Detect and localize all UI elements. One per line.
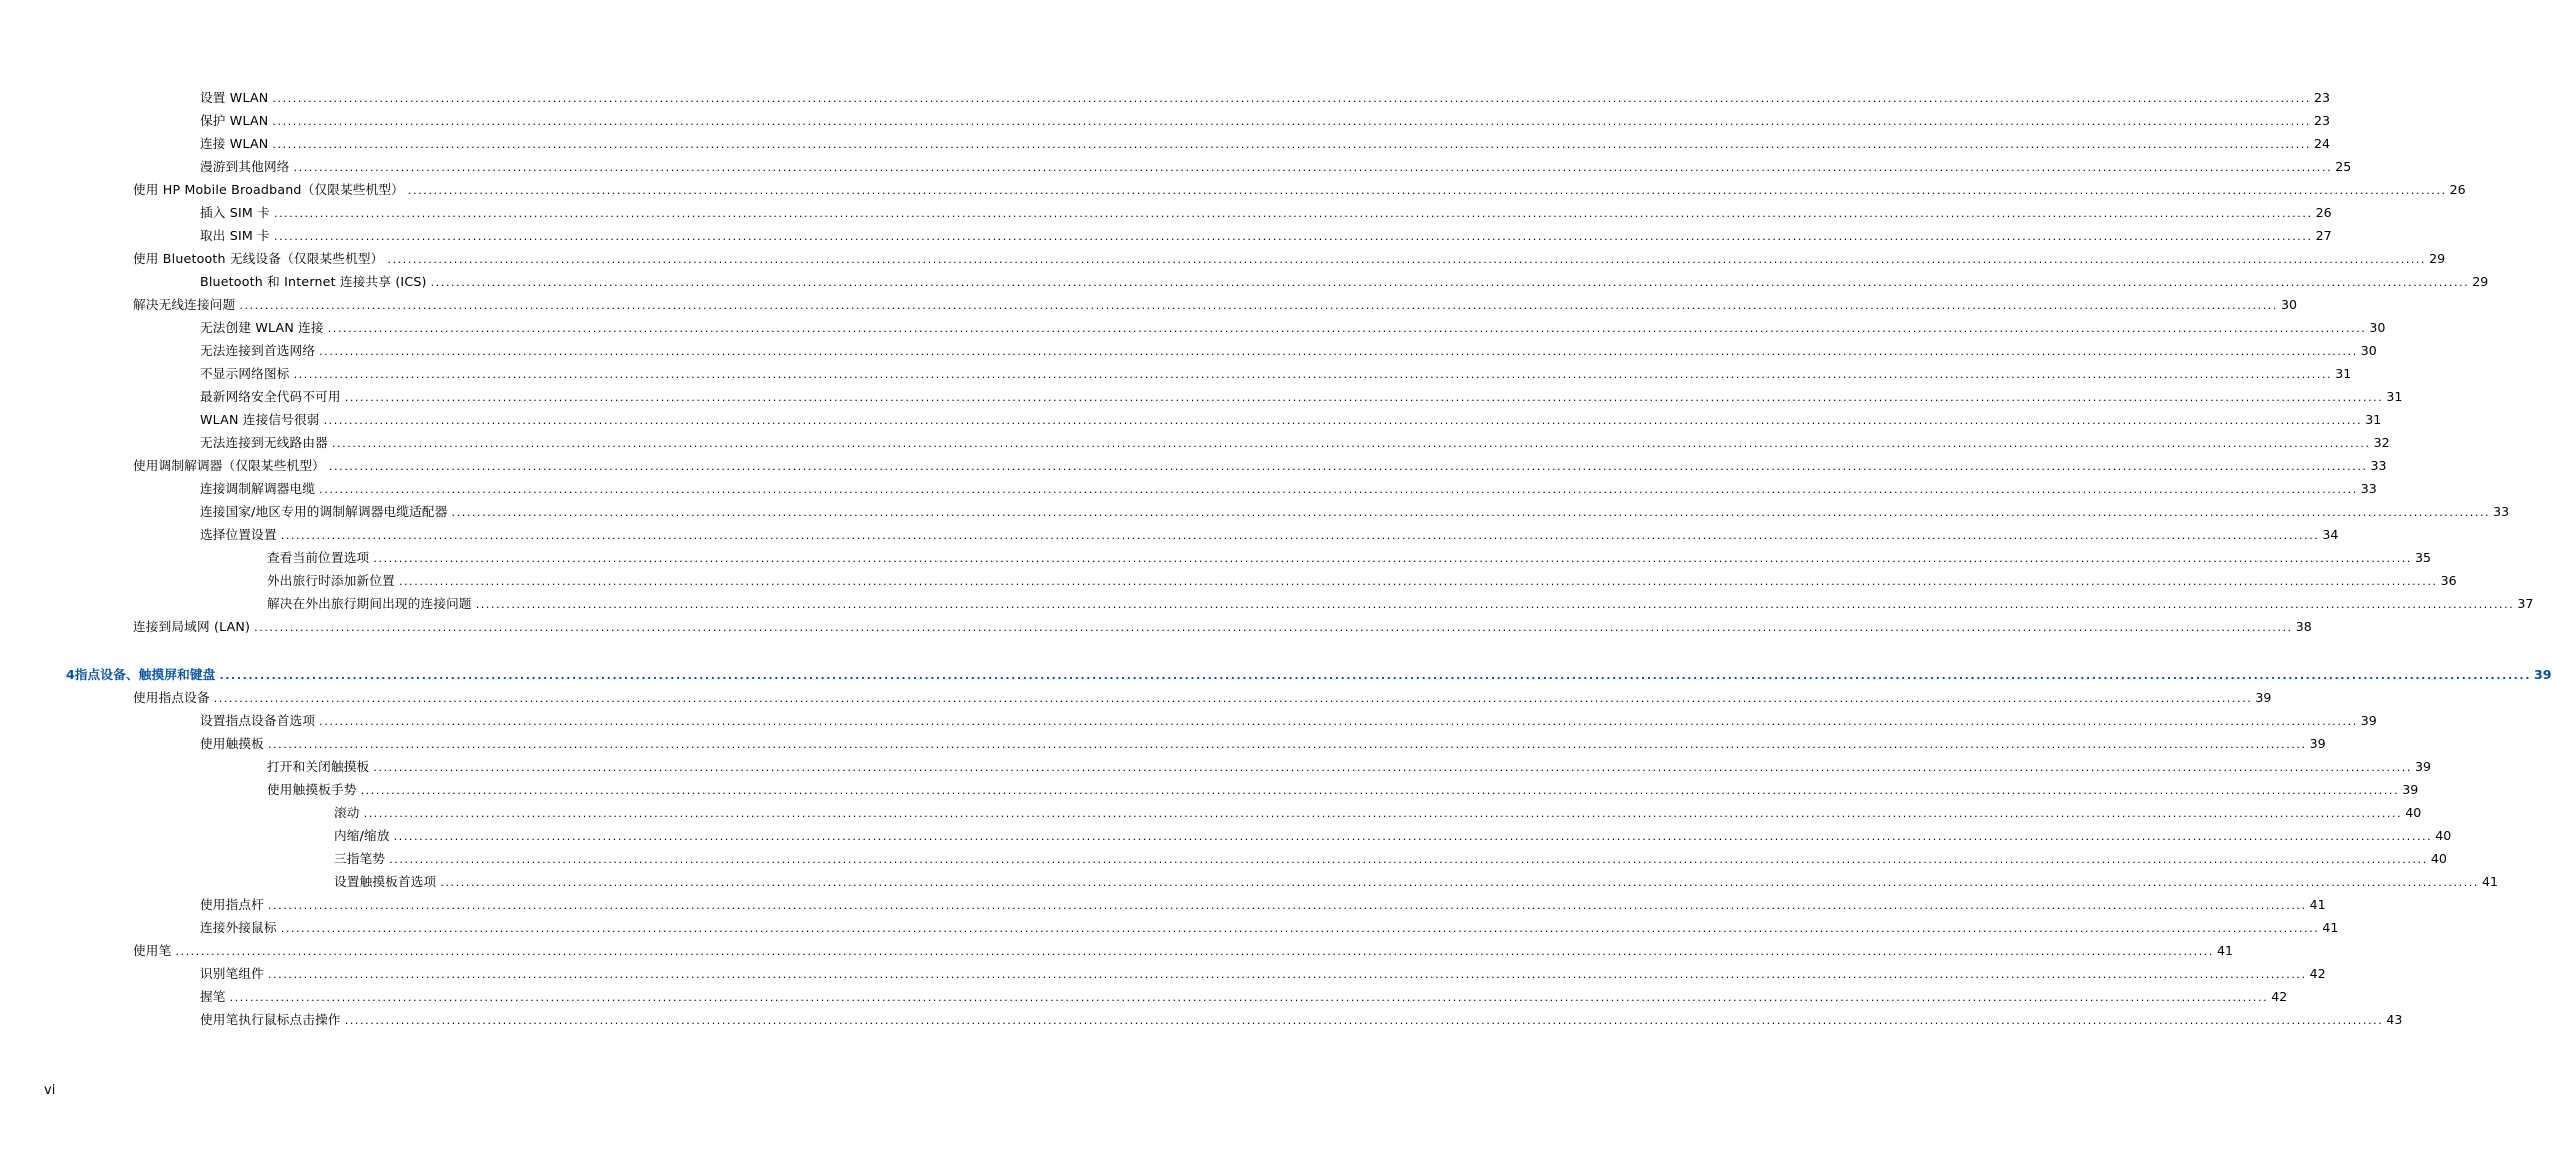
dot-leader: ................................................................................................................................................................................................................................................................................................................................................................................................................: [239, 299, 2278, 312]
toc-entry[interactable]: [0, 686, 2272, 709]
toc-entry-title[interactable]: 指点设备、触摸屏和键盘: [74, 667, 216, 682]
table-of-contents: [0, 86, 2552, 1031]
toc-entry-page-number[interactable]: 37: [2517, 596, 2534, 611]
toc-entry-line[interactable]: [200, 709, 2377, 733]
toc-entry[interactable]: [0, 939, 2234, 962]
toc-entry-page-number[interactable]: 26: [2315, 205, 2332, 220]
toc-entry-title[interactable]: 连接外接鼠标: [200, 920, 277, 935]
toc-entry-title[interactable]: 取出 SIM 卡: [200, 228, 270, 243]
toc-entry-title[interactable]: 使用调制解调器（仅限某些机型）: [133, 458, 325, 473]
toc-entry-line[interactable]: [200, 132, 2331, 156]
dot-leader: ................................................................................................................................................................................................................................................................................................................................................................................................................: [273, 207, 2313, 220]
toc-chapter-entry[interactable]: [0, 663, 2552, 686]
toc-entry-title[interactable]: 无法连接到首选网络: [200, 343, 316, 358]
toc-entry-page-number[interactable]: 33: [2493, 504, 2510, 519]
toc-entry-line[interactable]: [267, 778, 2419, 802]
chapter-number: 4: [66, 667, 75, 682]
toc-entry-title[interactable]: 内缩/缩放: [334, 828, 390, 843]
toc-entry-line[interactable]: [133, 939, 2234, 963]
toc-entry-line[interactable]: [267, 592, 2534, 616]
toc-entry-page-number[interactable]: 24: [2314, 136, 2331, 151]
dot-leader: ................................................................................................................................................................................................................................................................................................................................................................................................................: [327, 322, 2367, 335]
dot-leader: ................................................................................................................................................................................................................................................................................................................................................................................................................: [344, 391, 2384, 404]
dot-leader: ................................................................................................................................................................................................................................................................................................................................................................................................................: [272, 92, 2312, 105]
toc-entry-title[interactable]: 插入 SIM 卡: [200, 205, 270, 220]
toc-entry[interactable]: [0, 178, 2466, 201]
toc-entry[interactable]: [0, 732, 2326, 755]
toc-entry[interactable]: [0, 477, 2377, 500]
toc-entry-line[interactable]: [200, 523, 2339, 547]
toc-entry-title[interactable]: 无法创建 WLAN 连接: [200, 320, 324, 335]
toc-entry-line[interactable]: [334, 847, 2447, 871]
toc-entry-line[interactable]: [200, 732, 2326, 756]
toc-entry-line[interactable]: [200, 316, 2386, 340]
toc-entry[interactable]: [0, 339, 2377, 362]
toc-entry-page-number[interactable]: 29: [2429, 251, 2446, 266]
dot-leader: ................................................................................................................................................................................................................................................................................................................................................................................................................: [363, 807, 2403, 820]
toc-entry-line[interactable]: [133, 247, 2446, 271]
toc-entry-page-number[interactable]: 30: [2369, 320, 2386, 335]
dot-leader: ................................................................................................................................................................................................................................................................................................................................................................................................................: [319, 715, 2358, 728]
toc-entry[interactable]: [0, 454, 2387, 477]
dot-leader: ................................................................................................................................................................................................................................................................................................................................................................................................................: [373, 761, 2412, 774]
toc-entry-page-number[interactable]: 41: [2309, 897, 2326, 912]
toc-entry-page-number[interactable]: 39: [2533, 667, 2552, 682]
toc-entry-line[interactable]: [334, 801, 2422, 825]
dot-leader: ................................................................................................................................................................................................................................................................................................................................................................................................................: [229, 991, 2269, 1004]
toc-entry-line[interactable]: [200, 224, 2332, 248]
toc-entry-page-number[interactable]: 41: [2322, 920, 2339, 935]
toc-entry-page-number[interactable]: 39: [2309, 736, 2326, 751]
toc-entry-title[interactable]: 连接到局域网 (LAN): [133, 619, 251, 634]
toc-entry-title[interactable]: 识别笔组件: [200, 966, 264, 981]
toc-entry-title[interactable]: 使用笔执行鼠标点击操作: [200, 1012, 341, 1027]
dot-leader: ................................................................................................................................................................................................................................................................................................................................................................................................................: [323, 414, 2363, 427]
toc-entry-page-number[interactable]: 32: [2373, 435, 2390, 450]
toc-entry-page-number[interactable]: 39: [2402, 782, 2419, 797]
toc-entry-page-number[interactable]: 41: [2482, 874, 2499, 889]
toc-entry-title[interactable]: 设置指点设备首选项: [200, 713, 316, 728]
dot-leader: ................................................................................................................................................................................................................................................................................................................................................................................................................: [331, 437, 2371, 450]
dot-leader: ................................................................................................................................................................................................................................................................................................................................................................................................................: [407, 184, 2447, 197]
toc-entry-page-number[interactable]: 33: [2370, 458, 2387, 473]
page-number-footer: vi: [44, 1083, 56, 1098]
toc-entry-page-number[interactable]: 31: [2386, 389, 2403, 404]
toc-entry-title[interactable]: 使用指点杆: [200, 897, 264, 912]
toc-entry-page-number[interactable]: 40: [2405, 805, 2422, 820]
toc-entry-page-number[interactable]: 23: [2314, 90, 2331, 105]
toc-entry-title[interactable]: 漫游到其他网络: [200, 159, 290, 174]
toc-entry[interactable]: [0, 109, 2331, 132]
toc-entry[interactable]: [0, 270, 2489, 293]
dot-leader: ................................................................................................................................................................................................................................................................................................................................................................................................................: [319, 483, 2358, 496]
toc-entry[interactable]: [0, 569, 2457, 592]
dot-leader: ................................................................................................................................................................................................................................................................................................................................................................................................................: [272, 138, 2312, 151]
toc-entry-line[interactable]: [200, 1008, 2403, 1032]
toc-entry-title[interactable]: 选择位置设置: [200, 527, 277, 542]
toc-entry[interactable]: [0, 500, 2510, 523]
toc-entry[interactable]: [0, 755, 2432, 778]
toc-entry[interactable]: [0, 847, 2447, 870]
toc-entry-page-number[interactable]: 30: [2281, 297, 2298, 312]
toc-entry-title[interactable]: 握笔: [200, 989, 226, 1004]
toc-entry-page-number[interactable]: 38: [2295, 619, 2312, 634]
toc-entry-title[interactable]: 连接 WLAN: [200, 136, 269, 151]
toc-entry-line[interactable]: [200, 500, 2510, 524]
toc-entry-title[interactable]: 使用 Bluetooth 无线设备（仅限某些机型）: [133, 251, 384, 266]
toc-entry-title[interactable]: WLAN 连接信号很弱: [200, 412, 320, 427]
dot-leader: ................................................................................................................................................................................................................................................................................................................................................................................................................: [451, 506, 2491, 519]
toc-entry-title[interactable]: 设置触摸板首选项: [334, 874, 437, 889]
toc-entry[interactable]: [0, 916, 2339, 939]
dot-leader: ................................................................................................................................................................................................................................................................................................................................................................................................................: [293, 161, 2333, 174]
dot-leader: ................................................................................................................................................................................................................................................................................................................................................................................................................: [272, 115, 2312, 128]
toc-entry-line[interactable]: [200, 155, 2352, 179]
dot-leader: ................................................................................................................................................................................................................................................................................................................................................................................................................: [267, 968, 2307, 981]
toc-entry[interactable]: [0, 592, 2534, 615]
toc-entry-title[interactable]: 滚动: [334, 805, 360, 820]
dot-leader: ................................................................................................................................................................................................................................................................................................................................................................................................................: [175, 945, 2215, 958]
toc-entry[interactable]: [0, 870, 2499, 893]
dot-leader: ................................................................................................................................................................................................................................................................................................................................................................................................................: [219, 669, 2531, 682]
dot-leader: ................................................................................................................................................................................................................................................................................................................................................................................................................: [213, 692, 2253, 705]
toc-entry-page-number[interactable]: 34: [2322, 527, 2339, 542]
toc-entry[interactable]: [0, 962, 2326, 985]
dot-leader: ................................................................................................................................................................................................................................................................................................................................................................................................................: [389, 853, 2428, 866]
toc-entry-line[interactable]: [267, 755, 2432, 779]
dot-leader: ................................................................................................................................................................................................................................................................................................................................................................................................................: [280, 529, 2320, 542]
toc-entry-page-number[interactable]: 36: [2440, 573, 2457, 588]
toc-entry-line[interactable]: [334, 824, 2452, 848]
toc-entry-line[interactable]: [133, 454, 2387, 478]
dot-leader: ................................................................................................................................................................................................................................................................................................................................................................................................................: [280, 922, 2320, 935]
dot-leader: ................................................................................................................................................................................................................................................................................................................................................................................................................: [398, 575, 2438, 588]
toc-entry-line[interactable]: [200, 86, 2331, 110]
toc-entry-title[interactable]: 连接调制解调器电缆: [200, 481, 316, 496]
toc-entry-line[interactable]: [200, 893, 2326, 917]
toc-entry-title[interactable]: 解决无线连接问题: [133, 297, 236, 312]
toc-entry-page-number[interactable]: 35: [2415, 550, 2432, 565]
toc-entry[interactable]: [0, 362, 2352, 385]
toc-entry[interactable]: [0, 132, 2331, 155]
dot-leader: ................................................................................................................................................................................................................................................................................................................................................................................................................: [319, 345, 2358, 358]
toc-entry-title[interactable]: Bluetooth 和 Internet 连接共享 (ICS): [200, 274, 427, 289]
toc-entry-page-number[interactable]: 25: [2335, 159, 2352, 174]
toc-entry-line[interactable]: [200, 109, 2331, 133]
toc-entry-page-number[interactable]: 33: [2360, 481, 2377, 496]
toc-entry-page-number[interactable]: 31: [2335, 366, 2352, 381]
toc-entry[interactable]: [0, 431, 2390, 454]
toc-entry-line[interactable]: [200, 385, 2403, 409]
dot-leader: ................................................................................................................................................................................................................................................................................................................................................................................................................: [328, 460, 2368, 473]
dot-leader: ................................................................................................................................................................................................................................................................................................................................................................................................................: [393, 830, 2433, 843]
toc-entry-page-number[interactable]: 31: [2365, 412, 2382, 427]
toc-entry-page-number[interactable]: 39: [2255, 690, 2272, 705]
toc-entry-page-number[interactable]: 29: [2472, 274, 2489, 289]
toc-entry-page-number[interactable]: 42: [2309, 966, 2326, 981]
toc-entry[interactable]: [0, 893, 2326, 916]
toc-entry-title[interactable]: 使用触摸板手势: [267, 782, 357, 797]
toc-entry-title[interactable]: 无法连接到无线路由器: [200, 435, 328, 450]
toc-entry-title[interactable]: 打开和关闭触摸板: [267, 759, 370, 774]
toc-entry[interactable]: [0, 224, 2332, 247]
toc-entry[interactable]: [0, 385, 2403, 408]
toc-entry[interactable]: [0, 247, 2446, 270]
toc-entry-page-number[interactable]: 41: [2217, 943, 2234, 958]
toc-entry[interactable]: [0, 824, 2452, 847]
toc-entry[interactable]: [0, 201, 2332, 224]
toc-entry-title[interactable]: 保护 WLAN: [200, 113, 269, 128]
dot-leader: ................................................................................................................................................................................................................................................................................................................................................................................................................: [373, 552, 2412, 565]
dot-leader: ................................................................................................................................................................................................................................................................................................................................................................................................................: [440, 876, 2479, 889]
toc-entry-line[interactable]: [267, 546, 2432, 570]
toc-entry-line[interactable]: [200, 916, 2339, 940]
toc-entry-page-number[interactable]: 43: [2386, 1012, 2403, 1027]
toc-entry-line[interactable]: [200, 339, 2377, 363]
toc-entry-line[interactable]: [200, 408, 2382, 432]
toc-entry-title[interactable]: 三指笔势: [334, 851, 386, 866]
toc-entry-title[interactable]: 查看当前位置选项: [267, 550, 370, 565]
toc-entry-page-number[interactable]: 40: [2430, 851, 2447, 866]
toc-entry-title[interactable]: 解决在外出旅行期间出现的连接问题: [267, 596, 472, 611]
toc-entry-page-number[interactable]: 40: [2435, 828, 2452, 843]
dot-leader: ................................................................................................................................................................................................................................................................................................................................................................................................................: [360, 784, 2400, 797]
toc-entry-line[interactable]: [200, 362, 2352, 386]
toc-entry-title[interactable]: 不显示网络图标: [200, 366, 290, 381]
toc-entry-line[interactable]: [267, 569, 2457, 593]
toc-entry-line[interactable]: [133, 615, 2312, 639]
toc-entry-title[interactable]: 连接国家/地区专用的调制解调器电缆适配器: [200, 504, 448, 519]
toc-entry-line[interactable]: [133, 686, 2272, 710]
toc-entry[interactable]: [0, 86, 2331, 109]
toc-entry[interactable]: [0, 709, 2377, 732]
toc-entry[interactable]: [0, 1008, 2403, 1031]
dot-leader: ................................................................................................................................................................................................................................................................................................................................................................................................................: [254, 621, 2293, 634]
toc-entry-line[interactable]: [200, 477, 2377, 501]
toc-entry[interactable]: [0, 801, 2422, 824]
toc-entry[interactable]: [0, 546, 2432, 569]
toc-entry-page-number[interactable]: 30: [2360, 343, 2377, 358]
toc-entry-title[interactable]: 外出旅行时添加新位置: [267, 573, 395, 588]
toc-entry-title[interactable]: 使用触摸板: [200, 736, 264, 751]
toc-entry-line[interactable]: [200, 270, 2489, 294]
toc-entry[interactable]: [0, 155, 2352, 178]
toc-entry-title[interactable]: 使用指点设备: [133, 690, 210, 705]
toc-entry[interactable]: [0, 523, 2339, 546]
dot-leader: ................................................................................................................................................................................................................................................................................................................................................................................................................: [344, 1014, 2384, 1027]
toc-entry-page-number[interactable]: 39: [2360, 713, 2377, 728]
toc-entry-line[interactable]: [133, 178, 2466, 202]
toc-entry-line[interactable]: [334, 870, 2499, 894]
toc-entry-line[interactable]: [200, 985, 2288, 1009]
dot-leader: ................................................................................................................................................................................................................................................................................................................................................................................................................: [267, 899, 2307, 912]
toc-entry[interactable]: [0, 293, 2298, 316]
toc-entry-page-number[interactable]: 39: [2415, 759, 2432, 774]
toc-entry-line[interactable]: [66, 663, 2552, 687]
dot-leader: ................................................................................................................................................................................................................................................................................................................................................................................................................: [475, 598, 2515, 611]
dot-leader: ................................................................................................................................................................................................................................................................................................................................................................................................................: [387, 253, 2427, 266]
toc-entry-page-number[interactable]: 42: [2271, 989, 2288, 1004]
toc-entry[interactable]: [0, 316, 2386, 339]
toc-entry[interactable]: [0, 778, 2419, 801]
toc-entry-title[interactable]: 使用 HP Mobile Broadband（仅限某些机型）: [133, 182, 404, 197]
toc-entry-line[interactable]: [200, 431, 2390, 455]
toc-entry-title[interactable]: 使用笔: [133, 943, 172, 958]
toc-entry[interactable]: [0, 408, 2382, 431]
toc-entry[interactable]: [0, 985, 2288, 1008]
toc-entry-title[interactable]: 最新网络安全代码不可用: [200, 389, 341, 404]
toc-entry[interactable]: [0, 615, 2312, 638]
toc-entry-line[interactable]: [133, 293, 2298, 317]
toc-entry-page-number[interactable]: 23: [2314, 113, 2331, 128]
dot-leader: ................................................................................................................................................................................................................................................................................................................................................................................................................: [293, 368, 2333, 381]
toc-entry-line[interactable]: [200, 962, 2326, 986]
dot-leader: ................................................................................................................................................................................................................................................................................................................................................................................................................: [430, 276, 2470, 289]
dot-leader: ................................................................................................................................................................................................................................................................................................................................................................................................................: [273, 230, 2313, 243]
toc-entry-page-number[interactable]: 27: [2315, 228, 2332, 243]
toc-entry-line[interactable]: [200, 201, 2332, 225]
dot-leader: ................................................................................................................................................................................................................................................................................................................................................................................................................: [267, 738, 2307, 751]
toc-entry-title[interactable]: 设置 WLAN: [200, 90, 269, 105]
toc-entry-page-number[interactable]: 26: [2449, 182, 2466, 197]
